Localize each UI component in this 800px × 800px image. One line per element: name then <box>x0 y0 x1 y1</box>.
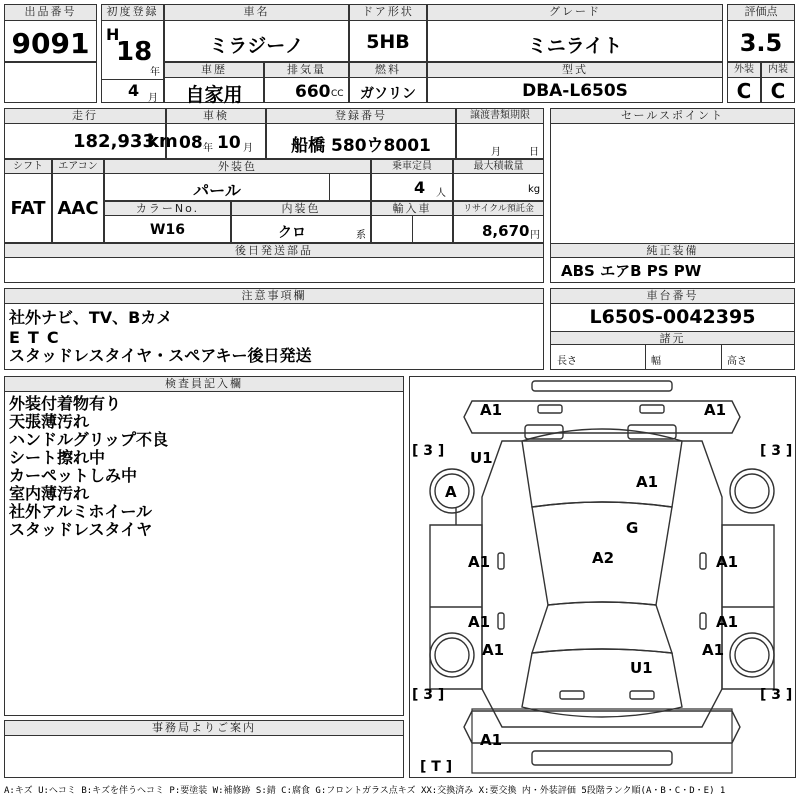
shift-label: シフト <box>5 160 51 174</box>
inspection-month-unit: 月 <box>243 143 253 154</box>
int-color: クロ <box>278 225 306 241</box>
mark-tire-fr: [ 3 ] <box>760 443 793 459</box>
mark-left-front-door: A1 <box>468 553 491 571</box>
caution-box <box>4 288 544 370</box>
mark-left-quarter: A1 <box>482 641 505 659</box>
max-load-unit: kg <box>528 184 541 195</box>
office-label: 事務局よりご案内 <box>5 721 403 736</box>
score: 3.5 <box>739 29 783 57</box>
inspection-box <box>166 108 266 159</box>
inspector-note-1: 外装付着物有り <box>9 394 122 413</box>
aircon-box <box>52 159 104 243</box>
mark-roof: A2 <box>592 549 615 567</box>
mark-rear-bumper: A1 <box>480 731 503 749</box>
exterior-grade-box <box>727 62 761 103</box>
sales-point-box <box>550 108 795 257</box>
ext-color: パール <box>193 181 241 200</box>
caution-note-3: スタッドレスタイヤ・スペアキー後日発送 <box>9 346 312 365</box>
mark-right-quarter: A1 <box>702 641 725 659</box>
mark-windshield: G <box>626 519 639 537</box>
later-parts-box <box>4 243 544 283</box>
model-code: DBA-L650S <box>522 81 628 101</box>
recycle-label: リサイクル預託金 <box>454 202 543 216</box>
exterior-label: 外装 <box>728 63 760 78</box>
genuine-equipment: ABS エアB PS PW <box>561 262 702 280</box>
mark-trunk: U1 <box>630 659 653 677</box>
specs-label: 諸元 <box>551 331 794 345</box>
mark-left-rear-door: A1 <box>468 613 491 631</box>
int-color-suffix: 系 <box>356 230 366 241</box>
mark-right-front-door: A1 <box>716 553 739 571</box>
int-color-box <box>231 201 371 243</box>
chassis-box <box>550 288 795 370</box>
plate-label: 登録番号 <box>267 109 455 124</box>
inspector-note-4: シート擦れ中 <box>9 448 106 467</box>
recycle-box <box>453 201 544 243</box>
displacement: 660 <box>295 82 331 102</box>
mark-left-fender: U1 <box>470 449 493 467</box>
capacity-label: 乗車定員 <box>372 160 452 174</box>
length-label: 長さ <box>557 356 577 367</box>
car-diagram <box>410 377 795 777</box>
door-label: ドア形状 <box>350 5 426 21</box>
damage-legend: A:キズ U:ヘコミ B:キズを伴うヘコミ P:要塗装 W:補修跡 S:錆 C:腐食 G:フロントガラス点キズ XX:交換済み X:要交換 内・外装評価 5段階ランク順(A・B・C・D・E) 1 <box>4 786 726 796</box>
door-type: 5HB <box>366 31 410 53</box>
mark-hood: A1 <box>636 473 659 491</box>
plate-box <box>266 108 456 159</box>
max-load-box <box>453 159 544 201</box>
color-no-label: カラーNo. <box>105 202 230 216</box>
lot-number: 9091 <box>11 27 90 60</box>
exterior-grade: C <box>736 79 752 103</box>
history: 自家用 <box>185 84 243 106</box>
genuine-label: 純正装備 <box>551 244 794 258</box>
caution-note-1: 社外ナビ、TV、Bカメ <box>9 308 173 327</box>
int-color-label: 内装色 <box>232 202 370 216</box>
shift: FAT <box>10 198 46 219</box>
inspection-month: 10 <box>217 133 241 153</box>
history-box <box>164 62 264 106</box>
mileage: 182,933 <box>73 131 155 152</box>
capacity-unit: 人 <box>436 188 446 199</box>
car-diagram-box <box>409 376 796 778</box>
transfer-deadline-label: 譲渡書類期限 <box>457 109 543 124</box>
history-label: 車歴 <box>165 63 263 78</box>
ext-color-box <box>104 159 371 201</box>
mileage-unit: km <box>147 131 178 152</box>
fuel-label: 燃料 <box>350 63 426 78</box>
inspector-note-7: 社外アルミホイール <box>9 502 153 521</box>
month-unit: 月 <box>148 93 158 104</box>
inspection-label: 車検 <box>167 109 265 124</box>
sales-point-label: セールスポイント <box>551 109 794 124</box>
registration-month: 4 <box>128 81 140 100</box>
lot-number-blank <box>4 62 97 103</box>
ext-color-label: 外装色 <box>105 160 370 174</box>
aircon: AAC <box>57 198 99 219</box>
aircon-label: エアコン <box>53 160 103 174</box>
displacement-label: 排気量 <box>265 63 348 78</box>
recycle-unit: 円 <box>530 230 540 241</box>
later-parts-label: 後日発送部品 <box>5 244 543 258</box>
fuel-box <box>349 62 427 103</box>
color-no: W16 <box>150 222 185 238</box>
height-label: 高さ <box>727 356 747 367</box>
inspection-year: 08 <box>179 133 203 153</box>
mark-tire-rr: [ 3 ] <box>760 687 793 703</box>
office-box <box>4 720 404 778</box>
inspection-year-unit: 年 <box>203 143 213 154</box>
car-name-box <box>164 4 349 62</box>
first-registration-box <box>101 4 164 103</box>
chassis-label: 車台番号 <box>551 289 794 304</box>
lot-number-box <box>4 4 97 62</box>
score-box <box>727 4 795 62</box>
interior-label: 内装 <box>762 63 794 78</box>
mark-spare: [ T ] <box>420 759 453 775</box>
genuine-box <box>550 243 795 283</box>
max-load-label: 最大積載量 <box>454 160 543 174</box>
mark-right-rear-door: A1 <box>716 613 739 631</box>
mark-front-right-bumper: A1 <box>704 401 727 419</box>
inspector-note-3: ハンドルグリップ不良 <box>9 430 169 449</box>
mark-tire-rl: [ 3 ] <box>412 687 445 703</box>
mark-front-left-bumper: A1 <box>480 401 503 419</box>
deadline-month-unit: 月 <box>491 147 501 158</box>
transfer-deadline-box <box>456 108 544 159</box>
capacity-box <box>371 159 453 201</box>
caution-label: 注意事項欄 <box>5 289 543 304</box>
deadline-day-unit: 日 <box>529 147 539 158</box>
score-label: 評価点 <box>728 5 794 21</box>
mileage-box <box>4 108 178 159</box>
inspector-note-2: 天張薄汚れ <box>9 412 90 431</box>
mileage-label: 走行 <box>5 109 165 124</box>
grade-box <box>427 4 723 62</box>
model-code-label: 型式 <box>428 63 722 78</box>
width-label: 幅 <box>651 356 661 367</box>
caution-note-2: ETC <box>9 328 67 347</box>
capacity: 4 <box>414 178 426 197</box>
mark-tire-fl: [ 3 ] <box>412 443 445 459</box>
shift-box <box>4 159 52 243</box>
inspector-note-8: スタッドレスタイヤ <box>9 520 153 539</box>
inspector-box <box>4 376 404 716</box>
car-name-label: 車名 <box>165 5 348 21</box>
lot-number-label: 出品番号 <box>5 5 96 21</box>
door-box <box>349 4 427 62</box>
grade: ミニライト <box>527 35 623 57</box>
recycle-fee: 8,670 <box>482 222 530 240</box>
import-label: 輸入車 <box>372 202 452 216</box>
plate-number: 船橋 580ウ8001 <box>291 136 431 156</box>
displacement-box <box>264 62 349 103</box>
grade-label: グレード <box>428 5 722 21</box>
interior-grade-box <box>761 62 795 103</box>
year-unit: 年 <box>150 67 160 78</box>
interior-grade: C <box>770 79 786 103</box>
model-code-box <box>427 62 723 103</box>
fuel: ガソリン <box>360 86 416 102</box>
inspector-note-6: 室内薄汚れ <box>9 484 90 503</box>
mark-left-front-wheel: A <box>445 483 457 501</box>
car-name: ミラジーノ <box>209 35 304 57</box>
first-registration-label: 初度登録 <box>102 5 163 21</box>
color-no-box <box>104 201 231 243</box>
chassis-number: L650S-0042395 <box>589 306 756 328</box>
registration-year: 18 <box>116 37 153 67</box>
inspector-label: 検査員記入欄 <box>5 377 403 392</box>
inspector-note-5: カーペットしみ中 <box>9 466 138 485</box>
displacement-unit: CC <box>331 89 344 99</box>
era: H <box>106 25 120 44</box>
import-box <box>371 201 453 243</box>
